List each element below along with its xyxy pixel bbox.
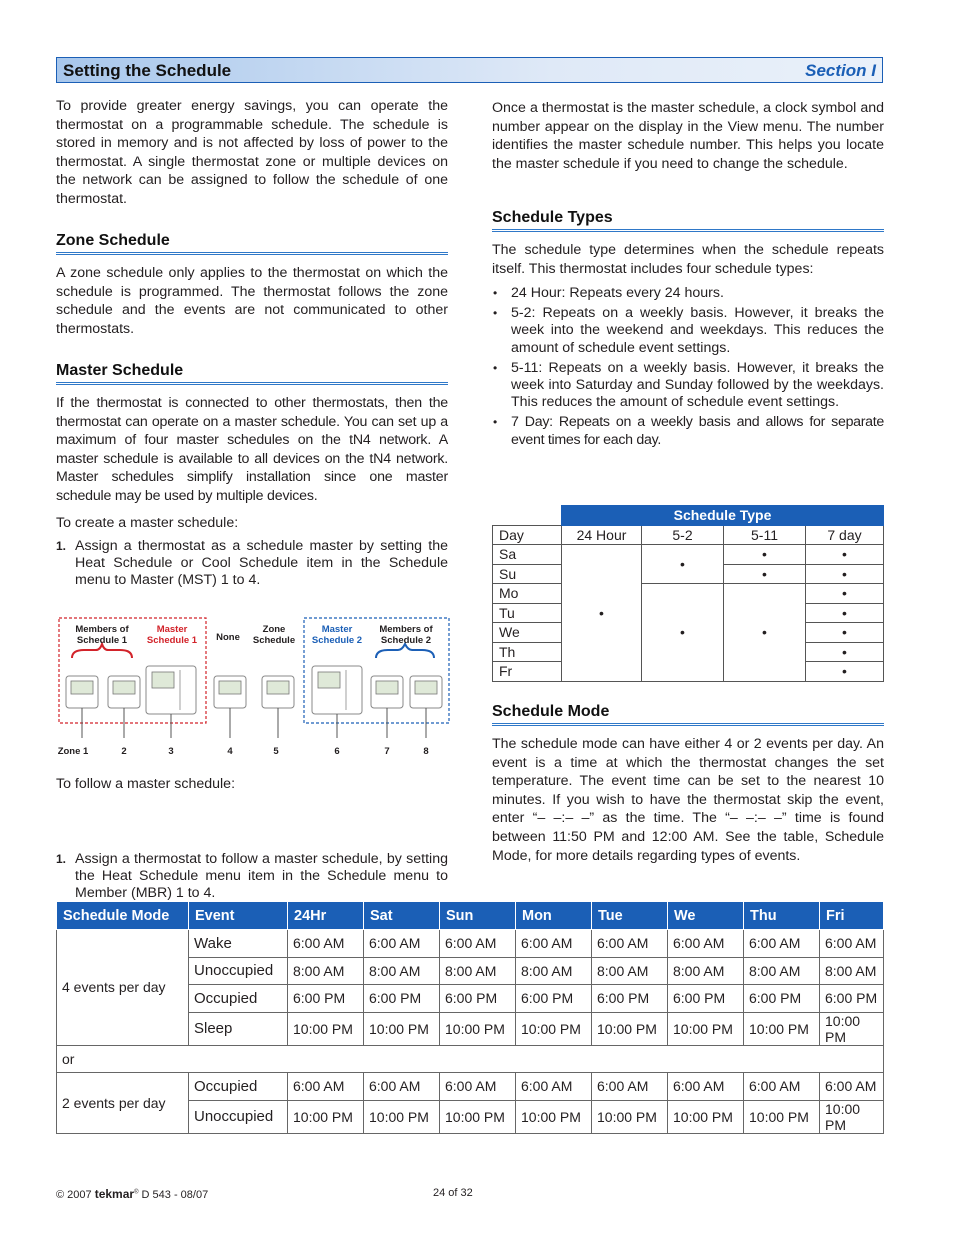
create-master-intro: To create a master schedule:	[56, 515, 239, 531]
document-number: D 543 - 08/07	[141, 1189, 209, 1201]
time-cell: 8:00 AM	[288, 957, 364, 985]
schedule-mode-text: The schedule mode can have either 4 or 2 events per day. An event is a time at which the thermostat changes the set temperature. The event time can be set to the nearest 10 minutes. If you wish to have the thermostat skip the event, enter “– –:– –” as the time. The “– –:– –” time is found between 11:50 PM and 12:00 AM. See the table, Schedule Mode, for more details regarding types of events.	[492, 736, 884, 864]
time-cell: 6:00 PM	[364, 985, 440, 1013]
mark-7day-mo: •	[806, 584, 884, 604]
table-row	[57, 1073, 884, 1101]
time-cell: 6:00 AM	[744, 930, 820, 958]
col-5-2: 5-2	[642, 525, 724, 545]
time-cell: 10:00 PM	[744, 1100, 820, 1133]
zone-number-8: 8	[423, 746, 429, 757]
step-text: Assign a thermostat as a schedule master by setting the Heat Schedule or Cool Schedule item in the Schedule menu to Master (MST) 1 to 4.	[75, 538, 448, 589]
members-schedule-1-label: Members of Schedule 1	[75, 624, 129, 646]
time-cell: 10:00 PM	[820, 1100, 884, 1133]
schedule-mode-table	[56, 902, 884, 1134]
zone-schedule-heading: Zone Schedule	[56, 232, 448, 255]
mark-5-11-sa: •	[724, 545, 806, 565]
table-row	[57, 930, 884, 958]
event-cell: Occupied	[189, 1073, 288, 1101]
time-cell: 10:00 PM	[516, 1012, 592, 1045]
time-cell: 6:00 PM	[668, 985, 744, 1013]
header-sun: Sun	[440, 902, 516, 930]
list-item: • 24 Hour: Repeats every 24 hours.	[493, 285, 724, 301]
event-cell: Sleep	[189, 1012, 288, 1045]
time-cell: 6:00 PM	[440, 985, 516, 1013]
or-row	[57, 1045, 884, 1073]
time-cell: 8:00 AM	[516, 957, 592, 985]
time-cell: 6:00 AM	[592, 930, 668, 958]
brand-logo: tekmar	[94, 1187, 135, 1201]
header-we: We	[668, 902, 744, 930]
time-cell: 6:00 AM	[668, 930, 744, 958]
time-cell: 6:00 PM	[820, 985, 884, 1013]
time-cell: 10:00 PM	[592, 1012, 668, 1045]
section-label: Section I	[805, 61, 876, 80]
zone-number-2: 2	[121, 746, 127, 757]
time-cell: 10:00 PM	[668, 1100, 744, 1133]
col-24hour: 24 Hour	[562, 525, 642, 545]
schedule-mode-body	[57, 930, 884, 1134]
members-schedule-2-label: Members of Schedule 2	[379, 624, 433, 646]
copyright: © 2007	[56, 1189, 92, 1201]
day-tu: Tu	[493, 603, 562, 623]
step-number: 1.	[56, 539, 67, 553]
time-cell: 8:00 AM	[592, 957, 668, 985]
time-cell: 6:00 AM	[668, 1073, 744, 1101]
mark-24hour: •	[562, 545, 642, 682]
master-schedule-2-label: Master Schedule 2	[311, 624, 363, 646]
header-sat: Sat	[364, 902, 440, 930]
header-thu: Thu	[744, 902, 820, 930]
time-cell: 8:00 AM	[440, 957, 516, 985]
master-schedule-diagram	[56, 612, 452, 762]
col-5-11: 5-11	[724, 525, 806, 545]
follow-master-step	[56, 851, 448, 903]
time-cell: 6:00 AM	[592, 1073, 668, 1101]
day-we: We	[493, 623, 562, 643]
time-cell: 10:00 PM	[592, 1100, 668, 1133]
master-symbol-paragraph: Once a thermostat is the master schedule, a clock symbol and number appear on the display in the View menu. The number identifies the master schedule number. This helps you locate the master schedule if you need to change the schedule.	[492, 100, 884, 172]
footer-left: © 2007 tekmar® D 543 - 08/07	[56, 1187, 209, 1201]
header-fri: Fri	[820, 902, 884, 930]
col-7day: 7 day	[806, 525, 884, 545]
mark-7day-fr: •	[806, 662, 884, 682]
mark-5-11-su: •	[724, 564, 806, 584]
follow-master-intro: To follow a master schedule:	[56, 776, 236, 792]
schedule-types-intro: The schedule type determines when the schedule repeats itself. This thermostat includes four schedule types:	[492, 242, 884, 277]
page-number: 24 of 32	[433, 1187, 473, 1199]
day-fr: Fr	[493, 662, 562, 682]
time-cell: 6:00 AM	[820, 930, 884, 958]
time-cell: 10:00 PM	[440, 1012, 516, 1045]
zone-number-3: 3	[168, 746, 174, 757]
mark-7day-we: •	[806, 623, 884, 643]
mark-5-2-weekdays: •	[642, 584, 724, 682]
time-cell: 6:00 AM	[516, 930, 592, 958]
header-mon: Mon	[516, 902, 592, 930]
day-mo: Mo	[493, 584, 562, 604]
time-cell: 10:00 PM	[288, 1012, 364, 1045]
time-cell: 8:00 AM	[364, 957, 440, 985]
day-su: Su	[493, 564, 562, 584]
master-schedule-1-label: Master Schedule 1	[146, 624, 198, 646]
mark-5-11-weekdays: •	[724, 584, 806, 682]
section-header	[56, 57, 883, 83]
time-cell: 6:00 AM	[364, 1073, 440, 1101]
schedule-mode-heading: Schedule Mode	[492, 703, 884, 726]
event-cell: Occupied	[189, 985, 288, 1013]
step-number: 1.	[56, 851, 67, 866]
time-cell: 10:00 PM	[288, 1100, 364, 1133]
intro-paragraph: To provide greater energy savings, you can operate the thermostat on a programmable schedule. The schedule is stored in memory and is not affected by loss of power to the thermostat. A single thermostat zone or multiple devices on the network can be assigned to follow the schedule of one thermostat.	[56, 98, 448, 207]
zone-number-5: 5	[273, 746, 279, 757]
time-cell: 6:00 AM	[288, 930, 364, 958]
time-cell: 10:00 PM	[744, 1012, 820, 1045]
time-cell: 6:00 AM	[440, 930, 516, 958]
zone-schedule-label: Zone Schedule	[252, 624, 296, 646]
list-item: • 7 Day: Repeats on a weekly basis and allows for separate event times for each day.	[493, 414, 884, 448]
mark-7day-tu: •	[806, 603, 884, 623]
zone-number-1: Zone 1	[57, 746, 89, 757]
event-cell: Wake	[189, 930, 288, 958]
time-cell: 6:00 AM	[744, 1073, 820, 1101]
time-cell: 10:00 PM	[668, 1012, 744, 1045]
day-sa: Sa	[493, 545, 562, 565]
zone-number-6: 6	[334, 746, 340, 757]
header-event: Event	[189, 902, 288, 930]
time-cell: 10:00 PM	[820, 1012, 884, 1045]
time-cell: 10:00 PM	[364, 1012, 440, 1045]
time-cell: 6:00 AM	[516, 1073, 592, 1101]
header-schedule-mode: Schedule Mode	[57, 902, 189, 930]
list-item: • 5-2: Repeats on a weekly basis. However, it breaks the week into the weekend and weekdays. This reduces the amount of schedule event settings.	[493, 305, 884, 356]
header-24hr: 24Hr	[288, 902, 364, 930]
time-cell: 10:00 PM	[440, 1100, 516, 1133]
mark-7day-th: •	[806, 642, 884, 662]
day-header: Day	[493, 525, 562, 545]
master-schedule-text: If the thermostat is connected to other thermostats, then the thermostat can operate on a master schedule. You can set up a maximum of four master schedules on the tN4 network. A master schedule is available to all devices on the tN4 network. Master schedules simplify installation since one master schedule may be used by multiple devices.	[56, 395, 448, 504]
step-text: Assign a thermostat to follow a master schedule, by setting the Heat Schedule menu item in the Schedule menu to Member (MBR) 1 to 4.	[75, 850, 448, 902]
master-schedule-heading: Master Schedule	[56, 362, 448, 385]
mark-5-2-weekend: •	[642, 545, 724, 584]
time-cell: 6:00 PM	[592, 985, 668, 1013]
time-cell: 10:00 PM	[516, 1100, 592, 1133]
schedule-type-table	[492, 505, 884, 682]
event-cell: Unoccupied	[189, 957, 288, 985]
schedule-type-title: Schedule Type	[562, 506, 884, 526]
time-cell: 6:00 PM	[516, 985, 592, 1013]
time-cell: 10:00 PM	[364, 1100, 440, 1133]
mark-7day-su: •	[806, 564, 884, 584]
time-cell: 8:00 AM	[820, 957, 884, 985]
group-2-events: 2 events per day	[57, 1073, 189, 1134]
time-cell: 8:00 AM	[668, 957, 744, 985]
page-title: Setting the Schedule	[63, 61, 232, 80]
group-4-events: 4 events per day	[57, 930, 189, 1046]
create-master-step	[56, 538, 448, 590]
list-item: • 5-11: Repeats on a weekly basis. However, it breaks the week into Saturday and Sunday followed by the weekdays. This reduces the amount of schedule event settings.	[493, 359, 884, 411]
schedule-types-list	[492, 285, 884, 452]
zone-number-7: 7	[384, 746, 390, 757]
time-cell: 6:00 AM	[440, 1073, 516, 1101]
time-cell: 6:00 AM	[820, 1073, 884, 1101]
event-cell: Unoccupied	[189, 1100, 288, 1133]
or-label: or	[57, 1045, 884, 1073]
day-th: Th	[493, 642, 562, 662]
time-cell: 6:00 AM	[288, 1073, 364, 1101]
header-tue: Tue	[592, 902, 668, 930]
schedule-types-heading: Schedule Types	[492, 209, 884, 232]
time-cell: 6:00 PM	[744, 985, 820, 1013]
zone-schedule-text: A zone schedule only applies to the thermostat on which the schedule is programmed. The thermostat follows the zone schedule and the events are not communicated to other thermostats.	[56, 265, 448, 337]
time-cell: 8:00 AM	[744, 957, 820, 985]
zone-number-4: 4	[227, 746, 233, 757]
mark-7day-sa: •	[806, 545, 884, 565]
time-cell: 6:00 AM	[364, 930, 440, 958]
none-label: None	[216, 632, 240, 643]
time-cell: 6:00 PM	[288, 985, 364, 1013]
